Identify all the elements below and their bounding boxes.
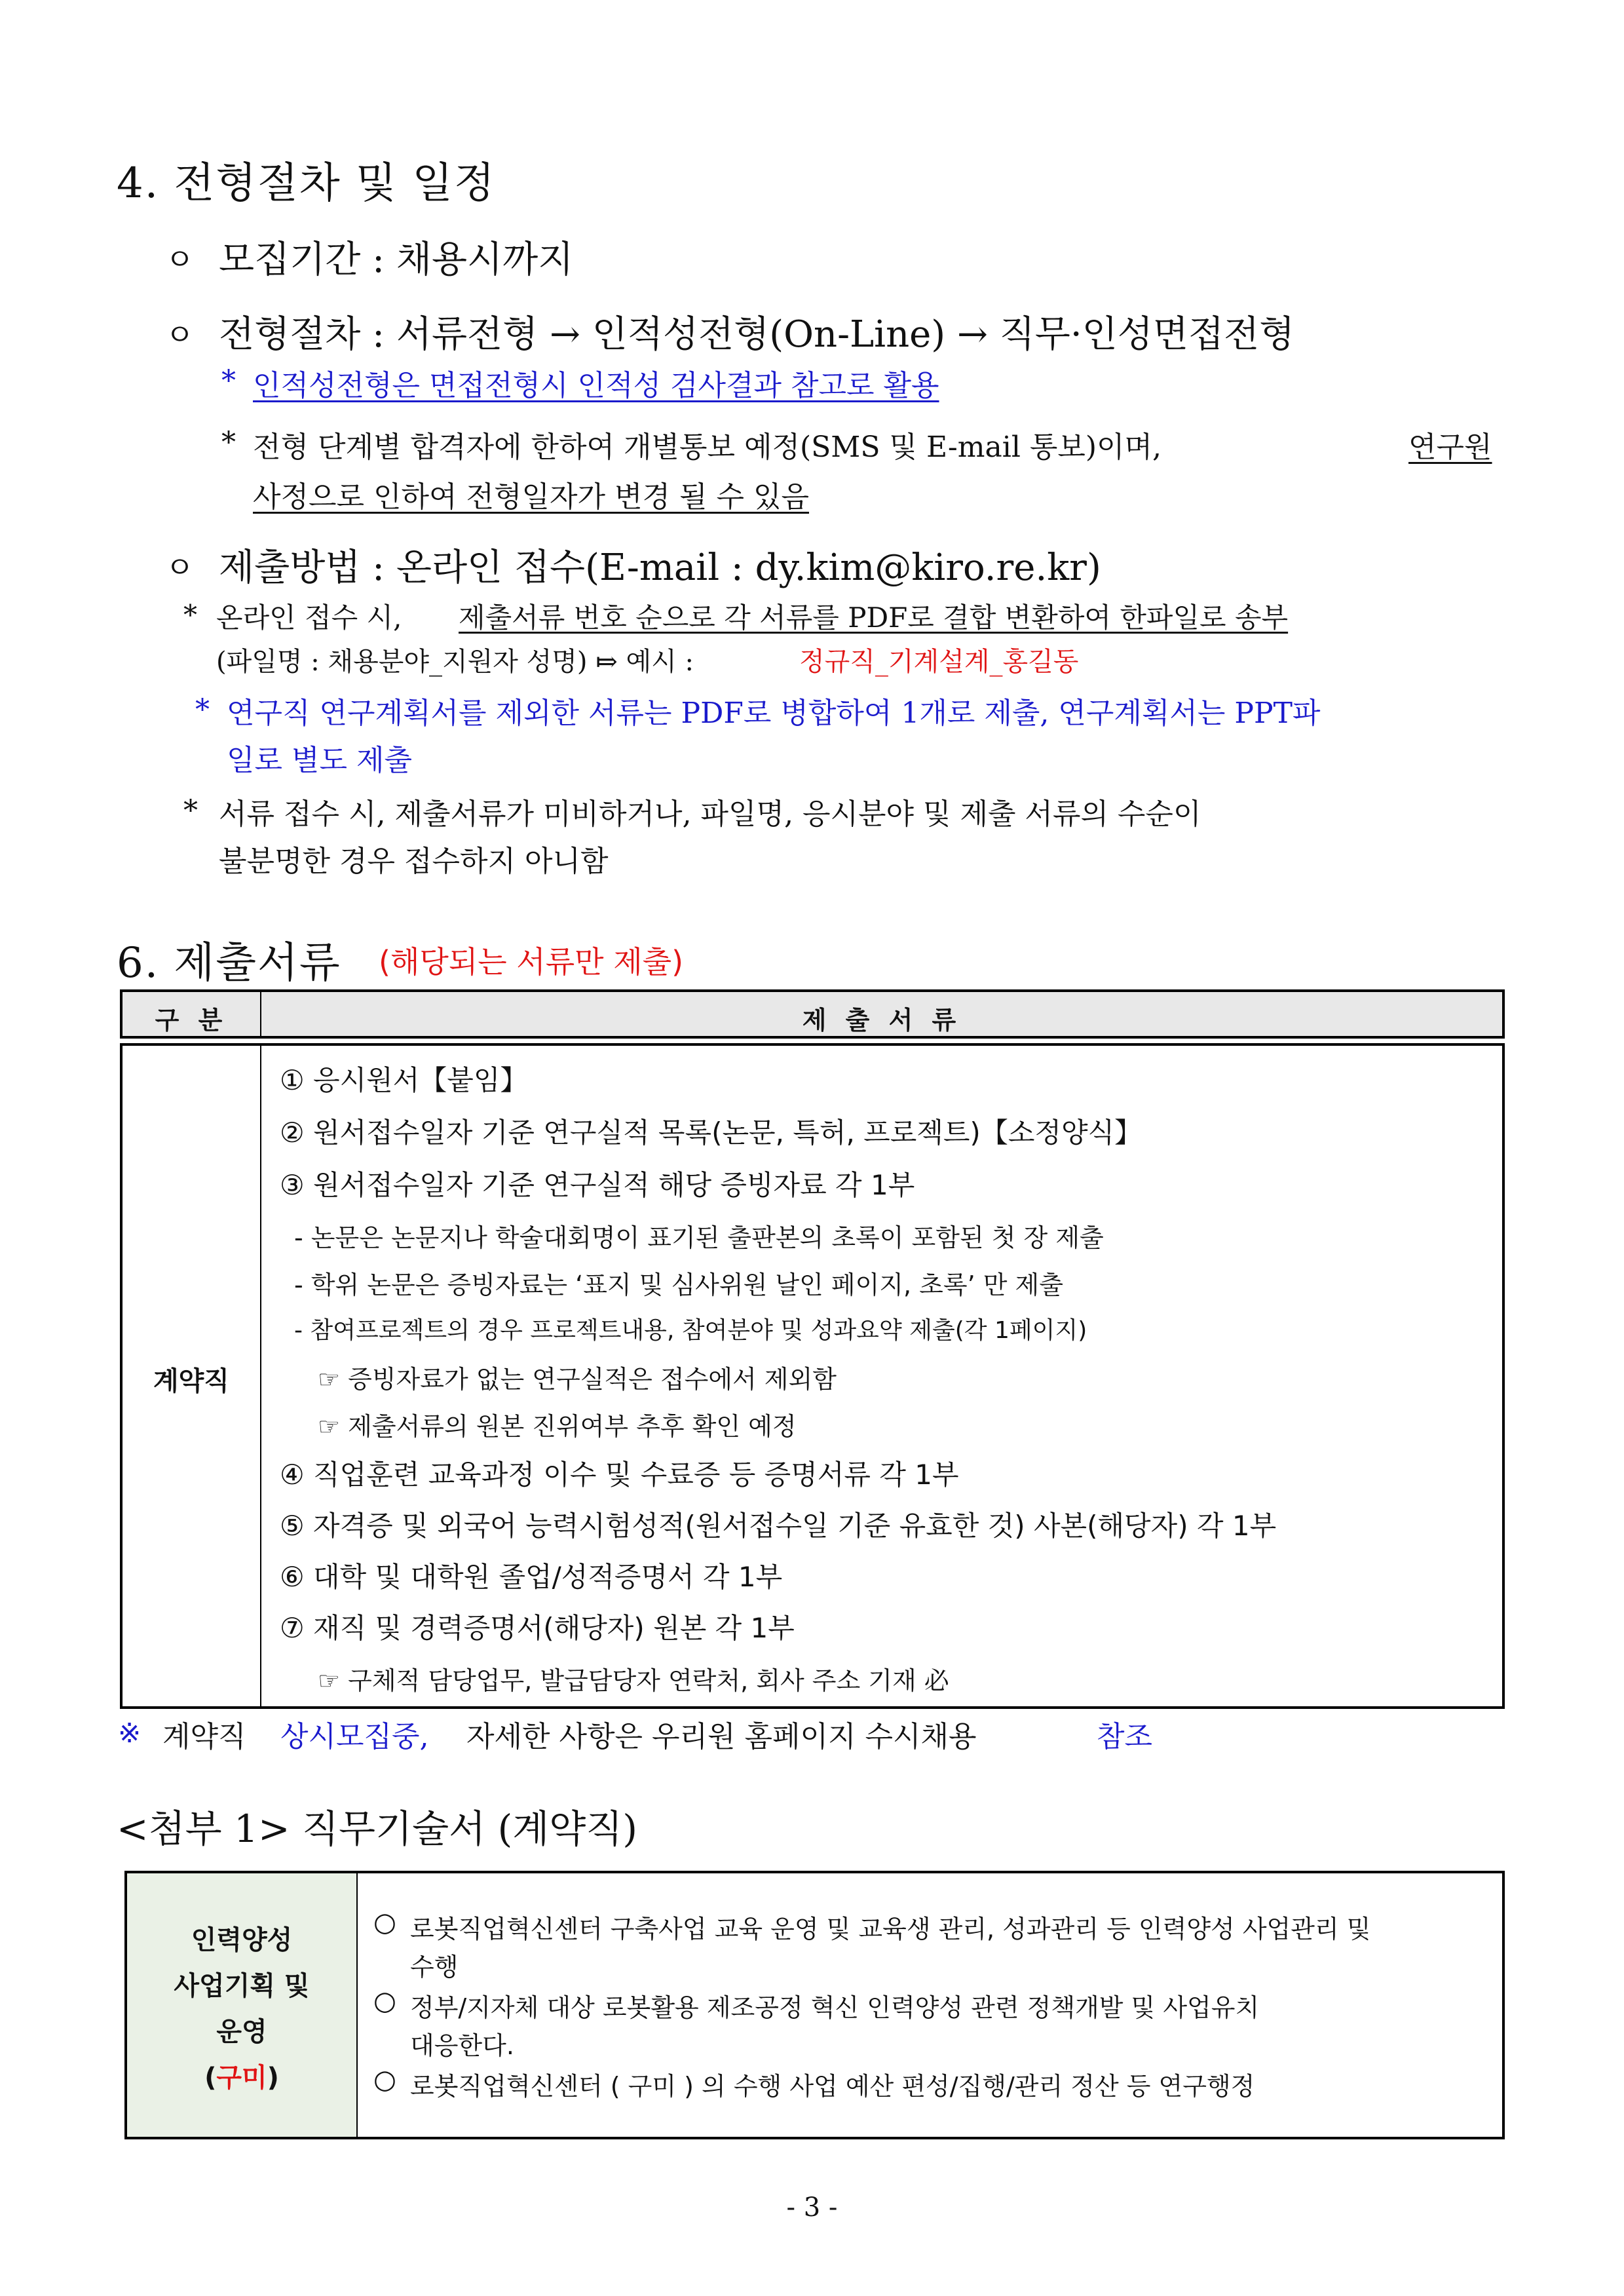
note-notify-line2: 사정으로 인하여 전형일자가 변경 될 수 있음 [253,480,809,514]
footnote-mark: ※ [118,1717,142,1749]
category-contract: 계약직 [153,1366,229,1396]
note-star: * [183,794,198,828]
note-reject-line1: 서류 접수 시, 제출서류가 미비하거나, 파일명, 응시분야 및 제출 서류의 수순이 [219,797,1201,831]
doc-item-1: ① 응시원서【붙임】 [280,1064,528,1096]
column-divider [260,1046,261,1706]
note-star: * [183,599,197,631]
role-location [127,2057,356,2094]
note-research-line1: 연구직 연구계획서를 제외한 서류는 PDF로 병합하여 1개로 제출, 연구계획서는 PPT파 [227,697,1321,730]
footnote-contract: 계약직 [162,1720,246,1753]
doc-subitem: - 참여프로젝트의 경우 프로젝트내용, 참여분야 및 성과요약 제출(각 1페이지) [294,1317,1087,1344]
doc-item-3: ③ 원서접수일자 기준 연구실적 해당 증빙자료 각 1부 [280,1169,915,1201]
note-aptitude: 인적성전형은 면접전형시 인적성 검사결과 참고로 활용 [253,369,939,402]
duty-3-line1: 로봇직업혁신센터 ( 구미 ) 의 수행 사업 예산 편성/집행/관리 정산 등 연구행정 [410,2072,1255,2101]
note-notify-line1-underlined: 연구원 [1408,430,1492,464]
note-reject-line2: 불분명한 경우 접수하지 아니함 [219,845,609,878]
role-location-paren: ) [267,2063,279,2093]
page-number: - 3 - [786,2192,838,2223]
duty-1-line2: 수행 [410,1953,459,1981]
footnote-refer: 참조 [1097,1720,1153,1753]
bullet: ○ [373,2065,396,2095]
note-notify-line1: 전형 단계별 합격자에 한하여 개별통보 예정(SMS 및 E-mail 통보)이며, [253,430,1162,464]
doc-note: ☞ 제출서류의 원본 진위여부 추후 확인 예정 [318,1412,797,1441]
section-4-title: 4. 전형절차 및 일정 [117,159,496,208]
bullet: ○ [373,1907,396,1938]
doc-subitem: - 논문은 논문지나 학술대회명이 표기된 출판본의 초록이 포함된 첫 장 제출 [294,1223,1104,1252]
doc-subitem: - 학위 논문은 증빙자료는 ‘표지 및 심사위원 날인 페이지, 초록’ 만 제출 [294,1271,1063,1299]
note-filename: (파일명 : 채용분야_지원자 성명) ⤇ 예시 : [216,647,694,677]
note-pdf: 온라인 접수 시, [216,602,402,634]
table-header [120,989,1505,1039]
job-description-table [124,1871,1505,2139]
doc-item-6: ⑥ 대학 및 대학원 졸업/성적증명서 각 1부 [280,1561,783,1593]
doc-item-2: ② 원서접수일자 기준 연구실적 목록(논문, 특허, 프로젝트)【소정양식】 [280,1117,1142,1149]
bullet: ○ [373,1986,396,2016]
doc-item-5: ⑤ 자격증 및 외국어 능력시험성적(원서접수일 기준 유효한 것) 사본(해당자) 각 1부 [280,1510,1277,1542]
footnote-detail: 자세한 사항은 우리원 홈페이지 수시채용 [466,1720,977,1753]
bullet: ㅇ [165,550,195,585]
duty-2-line1: 정부/지자체 대상 로봇활용 제조공정 혁신 인력양성 관련 정책개발 및 사업유치 [410,1993,1260,2022]
role-cell [127,1873,358,2137]
note-star: * [221,426,236,459]
duty-1-line1: 로봇직업혁신센터 구축사업 교육 운영 및 교육생 관리, 성과관리 등 인력양성 사업관리 및 [410,1915,1371,1943]
note-pdf-underlined: 제출서류 번호 순으로 각 서류를 PDF로 결합 변환하여 한파일로 송부 [459,602,1289,634]
role-line: 운영 [216,2017,267,2047]
selection-process: 전형절차 : 서류전형 → 인적성전형(On-Line) → 직무·인성면접전형 [219,313,1295,356]
duty-2-line2: 대응한다. [410,2031,514,2060]
attachment-title: <첨부 1> 직무기술서 (계약직) [117,1807,637,1851]
header-docs: 제 출 서 류 [802,1006,962,1035]
submit-method: 제출방법 : 온라인 접수(E-mail : dy.kim@kiro.re.kr) [219,546,1101,589]
role-location-paren: ( [204,2063,217,2093]
doc-note: ☞ 증빙자료가 없는 연구실적은 접수에서 제외함 [318,1365,837,1394]
note-star: * [221,364,236,398]
recruit-period: 모집기간 : 채용시까지 [219,239,574,281]
bullet: ㅇ [165,317,195,353]
role-line: 인력양성 [191,1925,293,1955]
doc-note: ☞ 구체적 담당업무, 발급담당자 연락처, 회사 주소 기재 必 [318,1666,949,1695]
note-research-line2: 일로 별도 제출 [227,744,412,777]
footnote-always: 상시모집중, [280,1720,429,1753]
doc-item-7: ⑦ 재직 및 경력증명서(해당자) 원본 각 1부 [280,1612,795,1644]
role-line: 사업기획 및 [174,1971,310,2001]
note-filename-example: 정규직_기계설계_홍길동 [799,647,1079,677]
doc-item-4: ④ 직업훈련 교육과정 이수 및 수료증 등 증명서류 각 1부 [280,1459,959,1491]
section-6-note: (해당되는 서류만 제출) [379,944,684,980]
note-star: * [195,693,210,727]
documents-table [120,1043,1505,1709]
bullet: ㅇ [165,242,195,277]
role-location-name: 구미 [216,2063,267,2093]
header-category: 구 분 [155,1006,228,1035]
section-6-title: 6. 제출서류 [117,939,341,987]
